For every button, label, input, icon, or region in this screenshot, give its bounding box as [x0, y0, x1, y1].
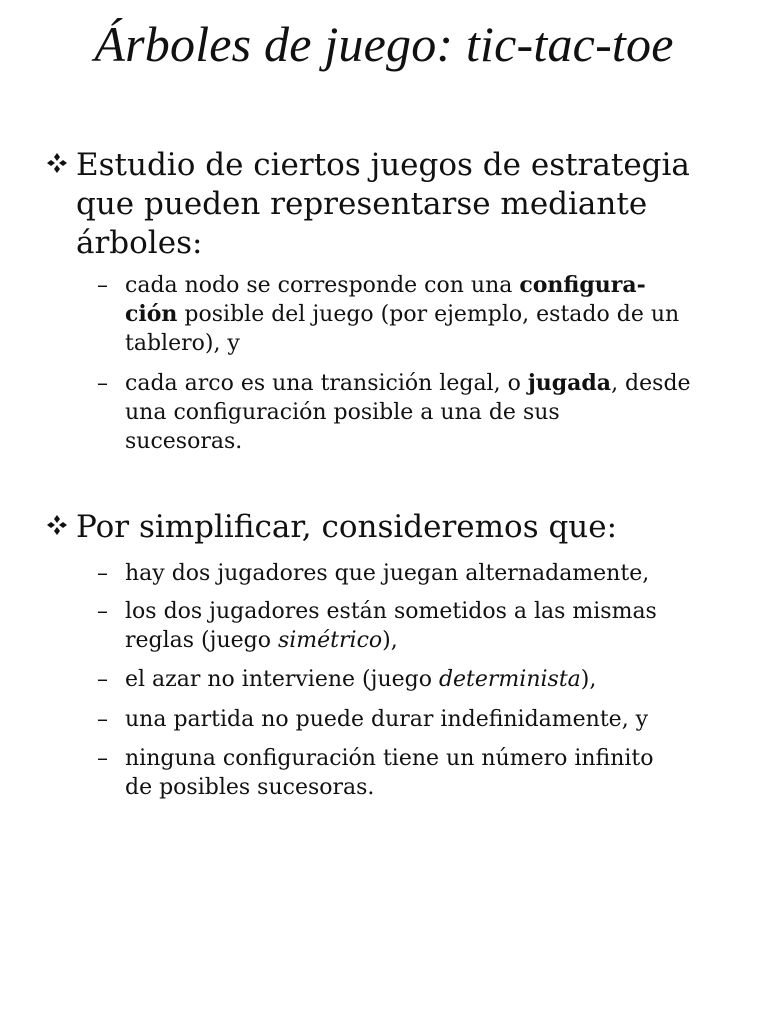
bullet-text-line: Estudio de ciertos juegos de estrategia [76, 147, 690, 183]
sub-item-text [125, 665, 722, 694]
italic-term: determinista [438, 667, 581, 692]
text-run: los dos jugadores están sometidos a las mismas [125, 599, 657, 624]
sub-item [97, 369, 722, 456]
bullet-item-2 [46, 508, 726, 547]
sub-item-text [125, 597, 722, 655]
four-diamond-bullet-icon [46, 152, 68, 174]
text-run: reglas (juego [125, 628, 278, 653]
bold-term: ción [125, 301, 178, 327]
dash-marker: – [97, 273, 108, 298]
four-diamond-bullet-icon [46, 514, 68, 536]
sub-item [97, 597, 722, 655]
dash-marker: – [97, 667, 108, 692]
sub-item-text [125, 271, 722, 358]
sub-item [97, 665, 722, 694]
sub-item [97, 271, 722, 358]
bullet-text-line: árboles: [76, 225, 203, 261]
sub-item-text: hay dos jugadores que juegan alternadamente, [125, 561, 650, 586]
dash-marker: – [97, 561, 108, 586]
sub-item [97, 744, 722, 802]
slide-title: Árboles de juego: tic-tac-toe [94, 16, 674, 72]
text-run: posible del juego (por ejemplo, estado de un [177, 302, 680, 327]
dash-marker: – [97, 599, 108, 624]
dash-marker: – [97, 707, 108, 732]
dash-marker: – [97, 371, 108, 396]
bold-term: configura- [519, 272, 646, 298]
text-run: ), [580, 667, 597, 692]
text-run: , desde [611, 371, 691, 396]
text-run: el azar no interviene (juego [125, 667, 439, 692]
bullet-text-line: que pueden representarse mediante [76, 186, 648, 222]
text-run: tablero), y [125, 331, 240, 356]
sub-item-text: una partida no puede durar indefinidamente, y [125, 707, 649, 732]
text-run: cada arco es una transición legal, o [125, 371, 528, 396]
text-run: de posibles sucesoras. [125, 775, 375, 800]
sub-item-text [125, 744, 722, 802]
bullet-text [76, 146, 726, 263]
sub-item [97, 559, 722, 588]
dash-marker: – [97, 746, 108, 771]
text-run: cada nodo se corresponde con una [125, 273, 520, 298]
text-run: sucesoras. [125, 429, 243, 454]
bullet-item-1 [46, 146, 726, 263]
sub-item-text [125, 369, 722, 456]
sub-item [97, 705, 722, 734]
text-run: ninguna configuración tiene un número infinito [125, 746, 654, 771]
bullet-text: Por simplificar, consideremos que: [76, 509, 618, 545]
bold-term: jugada [527, 370, 612, 396]
text-run: una configuración posible a una de sus [125, 400, 560, 425]
text-run: ), [382, 628, 398, 653]
italic-term: simétrico [277, 628, 383, 653]
